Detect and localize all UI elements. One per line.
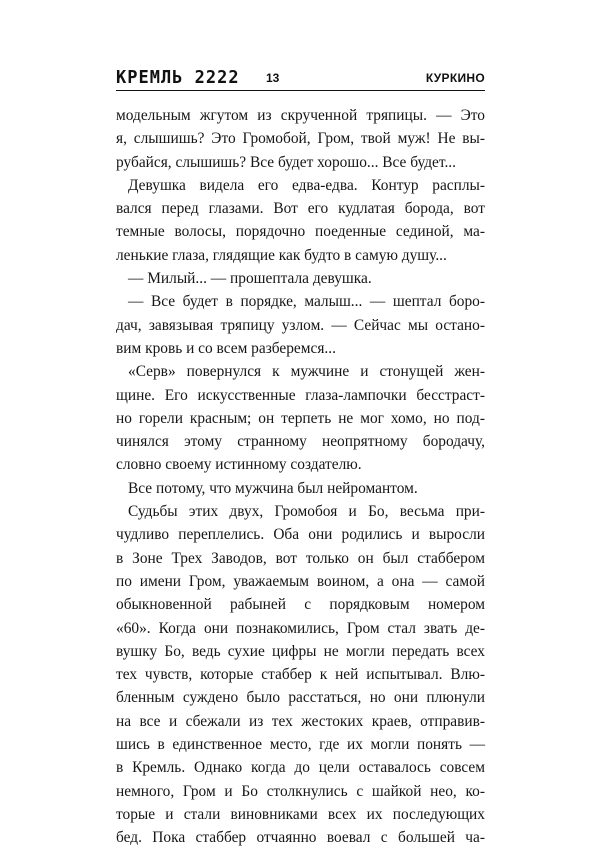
text-line: бленным суждено было расстаться, но они плюнули [116,689,485,707]
text-line: — Все будет в порядке, малыш... — шептал боро- [128,293,485,311]
page-number: 13 [266,71,280,85]
text-line: темные волосы, порядочно поеденные сединой, ма- [116,223,485,241]
text-line: словно своему истинному создателю. [116,456,362,474]
book-title: КУРКИНО [425,71,485,85]
text-line: в Кремль. Однако когда до цели оставалось совсем [116,759,485,777]
text-line: ленькие глаза, глядящие как будто в самую душу... [116,246,447,264]
text-line: торые и стали виновниками всех их последующих [116,805,485,823]
text-line: рубайся, слышишь? Все будет хорошо... Все будет... [116,153,456,171]
text-line: Судьбы этих двух, Громобоя и Бо, весьма при- [128,503,485,521]
text-line: дач, завязывая тряпицу узлом. — Сейчас мы остано- [116,316,485,334]
text-line: вим кровь и со всем разберемся... [116,339,336,357]
text-line: обыкновенной рабыней с порядковым номером [116,596,485,614]
text-line: Девушка видела его едва-едва. Контур расплы- [128,176,485,194]
text-line: чинялся этому странному неопрятному бородачу, [116,433,485,451]
body-text [116,104,485,850]
text-line: в Зоне Трех Заводов, вот только он был стаббером [116,549,485,567]
text-line: я, слышишь? Это Громобой, Гром, твой муж! Не вы- [116,130,485,148]
text-line: вался перед глазами. Вот его кудлатая борода, вот [116,200,485,218]
text-line: — Милый... — прошептала девушка. [128,270,372,288]
text-line: тех чувств, которые стаббер к ней испытывал. Влю- [116,666,485,684]
text-line: немного, Гром и Бо столкнулись с шайкой нео, ко- [116,782,485,800]
header-divider [116,90,485,91]
series-title: КРЕМЛЬ 2222 [116,67,240,89]
text-line: но горели красным; он терпеть не мог хомо, но под- [116,409,485,427]
text-line: вушку Бо, ведь сухие цифры не могли передать всех [116,642,485,660]
text-line: Все потому, что мужчина был нейромантом. [128,479,418,497]
text-line: «Серв» повернулся к мужчине и стонущей жен- [128,363,485,381]
text-line: по имени Гром, уважаемым воином, а она — самой [116,572,485,590]
text-line: шись в единственное место, где их могли понять — [116,736,485,754]
text-line: «60». Когда они познакомились, Гром стал звать де- [116,619,485,637]
text-line: бед. Пока стаббер отчаянно воевал с большей ча- [116,829,485,847]
running-head [116,68,485,90]
text-line: модельным жгутом из скрученной тряпицы. — Это [116,107,485,124]
text-line: чудливо переплелись. Оба они родились и выросли [116,526,485,544]
text-line: щине. Его искусственные глаза-лампочки бесстраст- [116,386,485,404]
text-line: на все и сбежали из тех жестоких краев, отправив- [116,712,485,730]
